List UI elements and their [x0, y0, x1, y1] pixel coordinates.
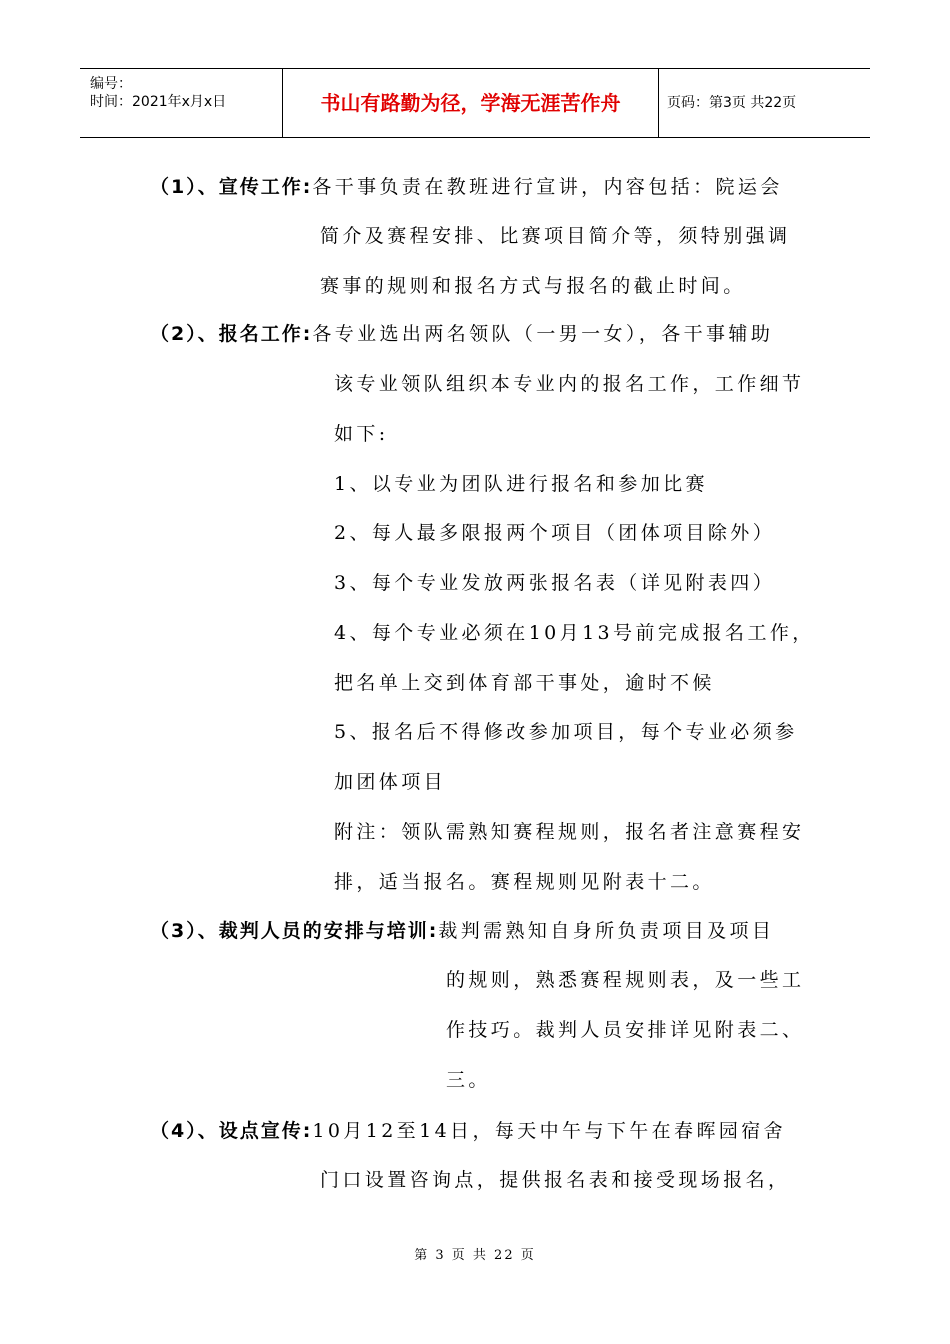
header-meta — [80, 69, 283, 137]
section-3-line-3: 作技巧。裁判人员安排详见附表二、 — [446, 1019, 805, 1041]
section-2-line-11: 附注：领队需熟知赛程规则，报名者注意赛程安 — [334, 821, 805, 843]
section-4-line-1: （4）、设点宣传:10月12至14日，每天中午与下午在春晖园宿舍 — [150, 1120, 787, 1142]
header-page-info: 页码：第3页 共22页 — [667, 95, 797, 111]
section-2-line-1: （2）、报名工作:各专业选出两名领队（一男一女），各干事辅助 — [150, 323, 774, 345]
section-2-line-5: 2、每人最多限报两个项目（团体项目除外） — [334, 522, 776, 544]
number-label: 编号： — [90, 76, 132, 92]
section-2-label: （2）、报名工作: — [150, 323, 313, 345]
section-1-line-1: （1）、宣传工作:各干事负责在教班进行宣讲，内容包括：院运会 — [150, 176, 783, 198]
section-1-line-2: 简介及赛程安排、比赛项目简介等，须特别强调 — [320, 225, 791, 247]
section-4-line-2: 门口设置咨询点，提供报名表和接受现场报名， — [320, 1169, 791, 1191]
section-2-line-4: 1、以专业为团队进行报名和参加比赛 — [334, 473, 708, 495]
header-motto: 书山有路勤为径，学海无涯苦作舟 — [283, 69, 659, 137]
page-header — [80, 68, 870, 138]
section-2-line-7: 4、每个专业必须在10月13号前完成报名工作， — [334, 622, 815, 644]
section-2-line-2: 该专业领队组织本专业内的报名工作，工作细节 — [334, 373, 805, 395]
section-4-label: （4）、设点宣传: — [150, 1120, 313, 1142]
section-2-line-3: 如下: — [334, 423, 389, 445]
section-3-line-1: （3）、裁判人员的安排与培训:裁判需熟知自身所负责项目及项目 — [150, 920, 775, 942]
page-footer: 第 3 页 共 22 页 — [414, 1248, 536, 1263]
section-1-line-3: 赛事的规则和报名方式与报名的截止时间。 — [320, 275, 746, 297]
section-1-label: （1）、宣传工作: — [150, 176, 313, 198]
section-3-label: （3）、裁判人员的安排与培训: — [150, 920, 439, 942]
time-label: 时间：2021年x月x日 — [90, 94, 227, 110]
section-3-line-2: 的规则，熟悉赛程规则表，及一些工 — [446, 969, 805, 991]
section-2-line-8: 把名单上交到体育部干事处，逾时不候 — [334, 672, 715, 694]
section-3-line-4: 三。 — [446, 1069, 491, 1091]
section-2-line-12: 排，适当报名。赛程规则见附表十二。 — [334, 871, 715, 893]
section-2-line-10: 加团体项目 — [334, 771, 447, 793]
section-2-line-9: 5、报名后不得修改参加项目，每个专业必须参 — [334, 721, 798, 743]
section-2-line-6: 3、每个专业发放两张报名表（详见附表四） — [334, 572, 776, 594]
